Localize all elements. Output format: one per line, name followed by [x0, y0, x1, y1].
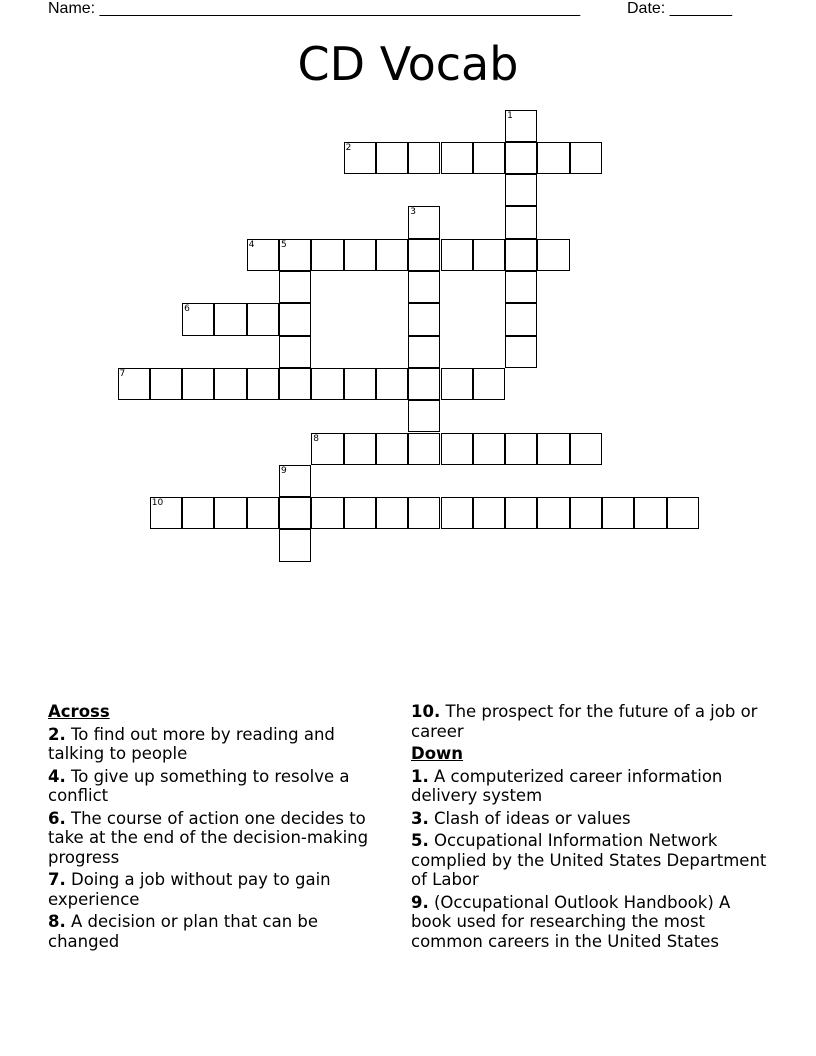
grid-cell[interactable] — [602, 497, 634, 529]
cell-number: 10 — [151, 498, 164, 509]
clue-down-3 — [411, 809, 771, 829]
grid-cell[interactable] — [537, 497, 569, 529]
grid-cell[interactable] — [279, 497, 311, 529]
clue-number: 2. — [48, 724, 66, 744]
grid-cell[interactable] — [408, 239, 440, 271]
grid-cell[interactable] — [344, 497, 376, 529]
clue-text: A computerized career information delivery system — [411, 766, 723, 805]
clue-text: To give up something to resolve a conflict — [48, 766, 350, 805]
grid-cell[interactable] — [473, 239, 505, 271]
grid-cell[interactable] — [441, 433, 473, 465]
grid-cell[interactable] — [311, 433, 343, 465]
grid-cell[interactable] — [408, 433, 440, 465]
grid-cell[interactable] — [441, 239, 473, 271]
clue-number: 10. — [411, 702, 441, 721]
grid-cell[interactable] — [182, 303, 214, 335]
clue-across-2 — [48, 725, 388, 764]
clue-text: To find out more by reading and talking to people — [48, 724, 335, 763]
grid-cell[interactable] — [182, 368, 214, 400]
clue-text: Clash of ideas or values — [434, 808, 631, 828]
grid-cell[interactable] — [570, 497, 602, 529]
clue-number: 7. — [48, 870, 66, 889]
grid-cell[interactable] — [311, 497, 343, 529]
grid-cell[interactable] — [376, 142, 408, 174]
grid-cell[interactable] — [505, 110, 537, 142]
clue-number: 9. — [411, 892, 429, 912]
grid-cell[interactable] — [408, 142, 440, 174]
clue-text: Occupational Information Network complied by the United States Department of Labor — [411, 831, 767, 889]
grid-cell[interactable] — [473, 433, 505, 465]
clue-number: 3. — [411, 808, 429, 828]
grid-cell[interactable] — [408, 400, 440, 432]
cell-number: 1 — [507, 110, 513, 121]
grid-cell[interactable] — [505, 497, 537, 529]
grid-cell[interactable] — [279, 239, 311, 271]
grid-cell[interactable] — [376, 497, 408, 529]
grid-cell[interactable] — [344, 142, 376, 174]
cell-number: 3 — [410, 207, 416, 218]
clue-across-4 — [48, 767, 388, 806]
grid-cell[interactable] — [279, 529, 311, 561]
grid-cell[interactable] — [311, 239, 343, 271]
grid-cell[interactable] — [441, 497, 473, 529]
clues-right-column — [411, 702, 771, 954]
clue-across-10 — [411, 702, 771, 741]
grid-cell[interactable] — [279, 336, 311, 368]
grid-cell[interactable] — [473, 497, 505, 529]
grid-cell[interactable] — [408, 497, 440, 529]
grid-cell[interactable] — [505, 206, 537, 238]
cell-number: 2 — [345, 142, 352, 153]
grid-cell[interactable] — [408, 206, 440, 238]
grid-cell[interactable] — [279, 303, 311, 335]
grid-cell[interactable] — [505, 336, 537, 368]
grid-cell[interactable] — [150, 368, 182, 400]
grid-cell[interactable] — [505, 239, 537, 271]
grid-cell[interactable] — [505, 174, 537, 206]
grid-cell[interactable] — [344, 368, 376, 400]
clue-number: 5. — [411, 831, 429, 850]
grid-cell[interactable] — [505, 303, 537, 335]
across-heading: Across — [48, 702, 110, 721]
clue-text: The course of action one decides to take at the end of the decision-making progress — [48, 808, 369, 867]
grid-cell[interactable] — [473, 142, 505, 174]
grid-cell[interactable] — [247, 303, 279, 335]
clue-down-1 — [411, 767, 771, 806]
grid-cell[interactable] — [279, 465, 311, 497]
clue-down-5 — [411, 831, 771, 890]
grid-cell[interactable] — [247, 368, 279, 400]
grid-cell[interactable] — [570, 433, 602, 465]
clue-across-8 — [48, 912, 388, 951]
clue-text: A decision or plan that can be changed — [48, 912, 319, 951]
grid-cell[interactable] — [505, 142, 537, 174]
clue-number: 4. — [48, 766, 66, 786]
clue-number: 6. — [48, 808, 66, 828]
page-title: CD Vocab — [297, 37, 519, 91]
grid-cell[interactable] — [279, 368, 311, 400]
cell-number: 8 — [313, 433, 320, 444]
grid-cell[interactable] — [537, 433, 569, 465]
grid-cell[interactable] — [214, 368, 246, 400]
grid-cell[interactable] — [182, 497, 214, 529]
clue-text: (Occupational Outlook Handbook) A book used for researching the most common careers in the United States — [411, 892, 731, 951]
grid-cell[interactable] — [247, 239, 279, 271]
clue-across-6 — [48, 809, 388, 868]
grid-cell[interactable] — [376, 368, 408, 400]
date-field[interactable]: Date: _______ — [627, 0, 732, 17]
clue-number: 1. — [411, 766, 429, 786]
grid-cell[interactable] — [150, 497, 182, 529]
grid-cell[interactable] — [214, 497, 246, 529]
cell-number: 6 — [184, 304, 190, 315]
clue-text: Doing a job without pay to gain experience — [48, 870, 331, 909]
grid-cell[interactable] — [214, 303, 246, 335]
grid-cell[interactable] — [376, 433, 408, 465]
grid-cell[interactable] — [344, 433, 376, 465]
clues-left-column — [48, 702, 388, 954]
grid-cell[interactable] — [408, 336, 440, 368]
grid-cell[interactable] — [505, 433, 537, 465]
grid-cell[interactable] — [408, 271, 440, 303]
cell-number: 5 — [281, 239, 287, 250]
grid-cell[interactable] — [537, 239, 569, 271]
grid-cell[interactable] — [505, 271, 537, 303]
clue-across-7 — [48, 870, 388, 909]
name-field[interactable]: Name: ______________________________________________________ — [48, 0, 581, 17]
clue-text: The prospect for the future of a job or career — [411, 702, 758, 741]
grid-cell[interactable] — [473, 368, 505, 400]
grid-cell[interactable] — [376, 239, 408, 271]
grid-cell[interactable] — [408, 303, 440, 335]
clue-down-9 — [411, 893, 771, 952]
grid-cell[interactable] — [667, 497, 699, 529]
clue-number: 8. — [48, 912, 66, 931]
grid-cell[interactable] — [247, 497, 279, 529]
grid-cell[interactable] — [118, 368, 150, 400]
cell-number: 7 — [119, 368, 126, 379]
grid-cell[interactable] — [311, 368, 343, 400]
cell-number: 9 — [281, 465, 287, 476]
grid-cell[interactable] — [441, 368, 473, 400]
grid-cell[interactable] — [408, 368, 440, 400]
grid-cell[interactable] — [441, 142, 473, 174]
down-heading: Down — [411, 744, 464, 763]
grid-cell[interactable] — [570, 142, 602, 174]
grid-cell[interactable] — [634, 497, 666, 529]
grid-cell[interactable] — [279, 271, 311, 303]
grid-cell[interactable] — [537, 142, 569, 174]
grid-cell[interactable] — [344, 239, 376, 271]
cell-number: 4 — [248, 239, 255, 250]
